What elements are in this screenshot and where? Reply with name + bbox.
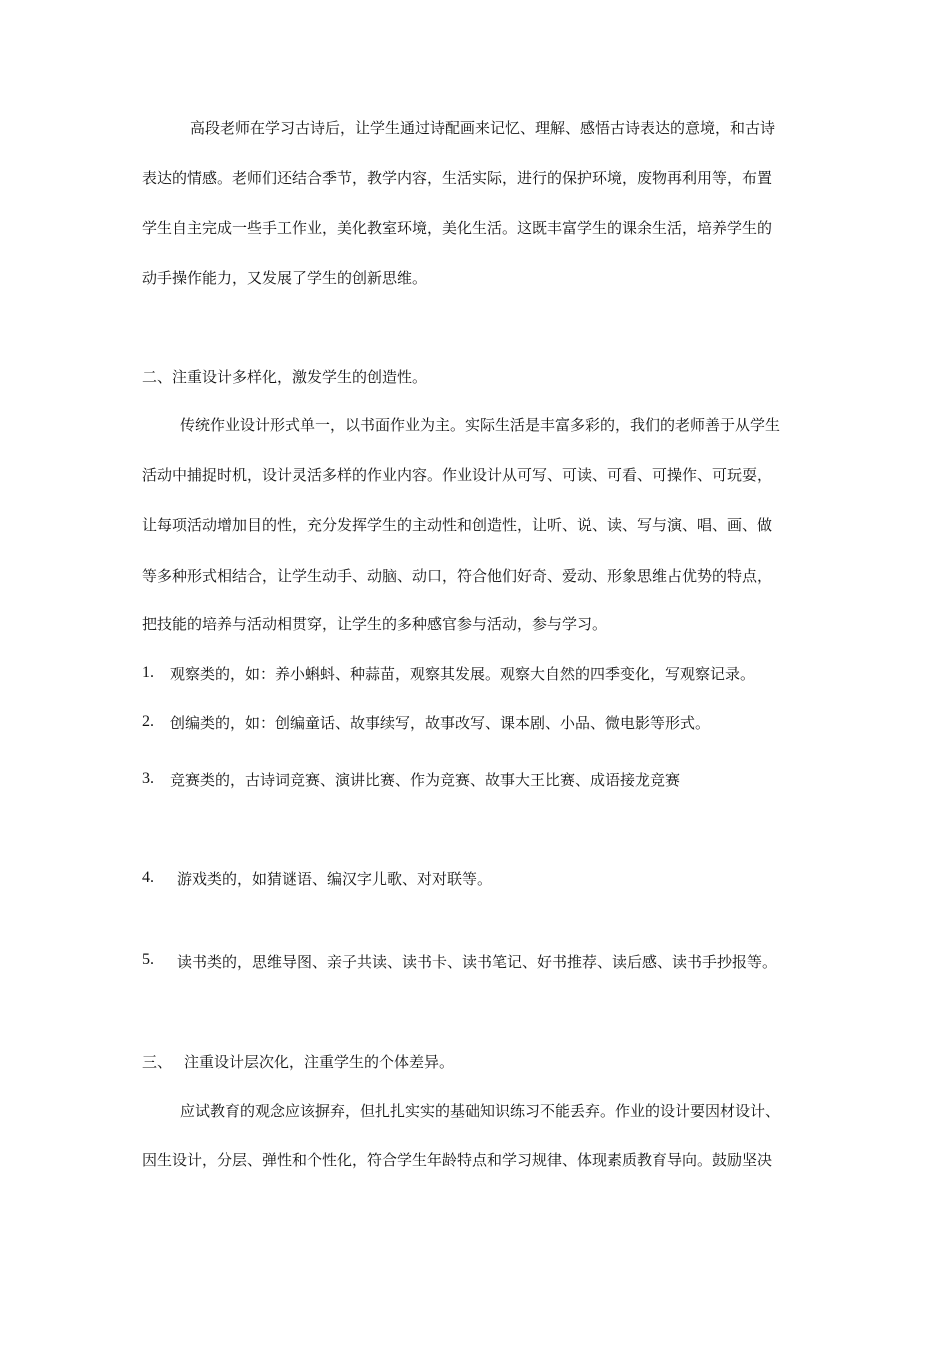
list-item-number: 2. — [142, 713, 154, 730]
list-item-text: 创编类的，如：创编童话、故事续写，故事改写、课本剧、小品、微电影等形式。 — [170, 714, 711, 732]
list-item-text: 读书类的，思维导图、亲子共读、读书卡、读书笔记、好书推荐、读后感、读书手抄报等。 — [177, 953, 778, 971]
list-item-number: 4. — [142, 869, 154, 886]
list-item-text: 游戏类的，如猜谜语、编汉字儿歌、对对联等。 — [177, 870, 493, 888]
paragraph-line: 学生自主完成一些手工作业，美化教室环境，美化生活。这既丰富学生的课余生活，培养学生的 — [142, 219, 773, 237]
paragraph-line: 表达的情感。老师们还结合季节，教学内容，生活实际，进行的保护环境，废物再利用等，布置 — [142, 169, 773, 187]
list-item-number: 5. — [142, 951, 154, 968]
list-item-number: 1. — [142, 664, 154, 681]
list-item-number: 3. — [142, 770, 154, 787]
paragraph-line: 让每项活动增加目的性，充分发挥学生的主动性和创造性，让听、说、读、写与演、唱、画、做 — [142, 516, 773, 534]
paragraph-line: 动手操作能力，又发展了学生的创新思维。 — [142, 269, 428, 287]
paragraph-line: 应试教育的观念应该摒弃，但扎扎实实的基础知识练习不能丢弃。作业的设计要因材设计、 — [180, 1102, 781, 1120]
list-item-text: 竞赛类的，古诗词竞赛、演讲比赛、作为竞赛、故事大王比赛、成语接龙竞赛 — [170, 771, 681, 789]
paragraph-line: 活动中捕捉时机，设计灵活多样的作业内容。作业设计从可写、可读、可看、可操作、可玩耍， — [142, 466, 773, 484]
paragraph-line: 把技能的培养与活动相贯穿，让学生的多种感官参与活动，参与学习。 — [142, 615, 608, 633]
section-2-heading: 二、注重设计多样化，激发学生的创造性。 — [142, 368, 428, 386]
section-3-heading-number: 三、 — [142, 1053, 173, 1071]
paragraph-line: 等多种形式相结合，让学生动手、动脑、动口，符合他们好奇、爱动、形象思维占优势的特点， — [142, 567, 773, 585]
list-item-text: 观察类的，如：养小蝌蚪、种蒜苗，观察其发展。观察大自然的四季变化，写观察记录。 — [170, 665, 756, 683]
section-3-heading-text: 注重设计层次化，注重学生的个体差异。 — [184, 1053, 455, 1071]
paragraph-line: 高段老师在学习古诗后，让学生通过诗配画来记忆、理解、感悟古诗表达的意境，和古诗 — [190, 119, 776, 137]
paragraph-line: 传统作业设计形式单一，以书面作业为主。实际生活是丰富多彩的，我们的老师善于从学生 — [180, 416, 781, 434]
paragraph-line: 因生设计，分层、弹性和个性化，符合学生年龄特点和学习规律、体现素质教育导向。鼓励坚决 — [142, 1151, 773, 1169]
